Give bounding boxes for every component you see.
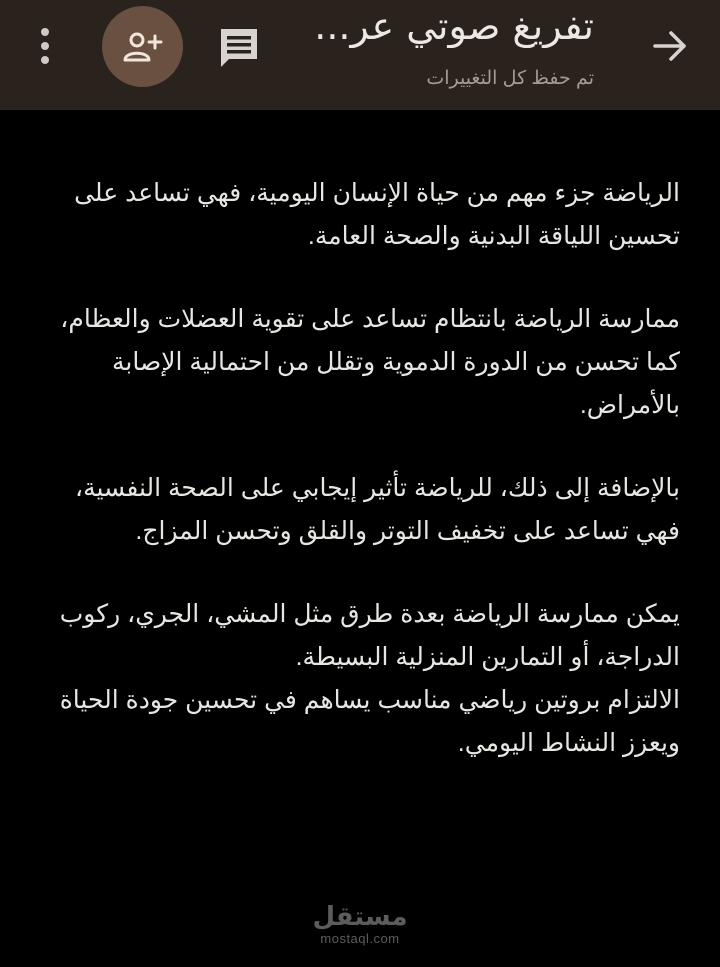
document-title[interactable]: تفريغ صوتي عر... (314, 4, 594, 48)
person-add-icon (123, 30, 163, 64)
more-vert-icon (38, 27, 52, 65)
paragraph: ممارسة الرياضة بانتظام تساعد على تقوية العضلات والعظام، كما تحسن من الدورة الدموية وتقلل من احتمالية الإصابة بالأمراض. (60, 305, 680, 419)
arrow-forward-icon (652, 28, 688, 64)
paragraph: يمكن ممارسة الرياضة بعدة طرق مثل المشي، الجري، ركوب الدراجة، أو التمارين المنزلية البسيطة. (59, 600, 680, 671)
share-add-people-button[interactable] (102, 6, 183, 87)
app-top-bar (0, 0, 720, 110)
more-options-button[interactable] (28, 24, 62, 68)
back-button[interactable] (648, 24, 692, 68)
paragraph: الالتزام بروتين رياضي مناسب يساهم في تحسين جودة الحياة ويعزز النشاط اليومي. (59, 686, 680, 757)
comments-button[interactable] (214, 22, 264, 72)
document-title-area (294, 0, 594, 110)
watermark (0, 902, 720, 946)
watermark-logo: مستقل (312, 902, 408, 932)
paragraph: الرياضة جزء مهم من حياة الإنسان اليومية، فهي تساعد على تحسين اللياقة البدنية والصحة العامة. (74, 179, 680, 250)
comment-icon (217, 25, 261, 69)
watermark-domain: mostaql.com (320, 931, 400, 946)
document-body[interactable] (40, 172, 680, 765)
paragraph: بالإضافة إلى ذلك، للرياضة تأثير إيجابي على الصحة النفسية، فهي تساعد على تخفيف التوتر والقلق وتحسن المزاج. (75, 474, 680, 545)
save-status-text: تم حفظ كل التغييرات (426, 68, 594, 89)
